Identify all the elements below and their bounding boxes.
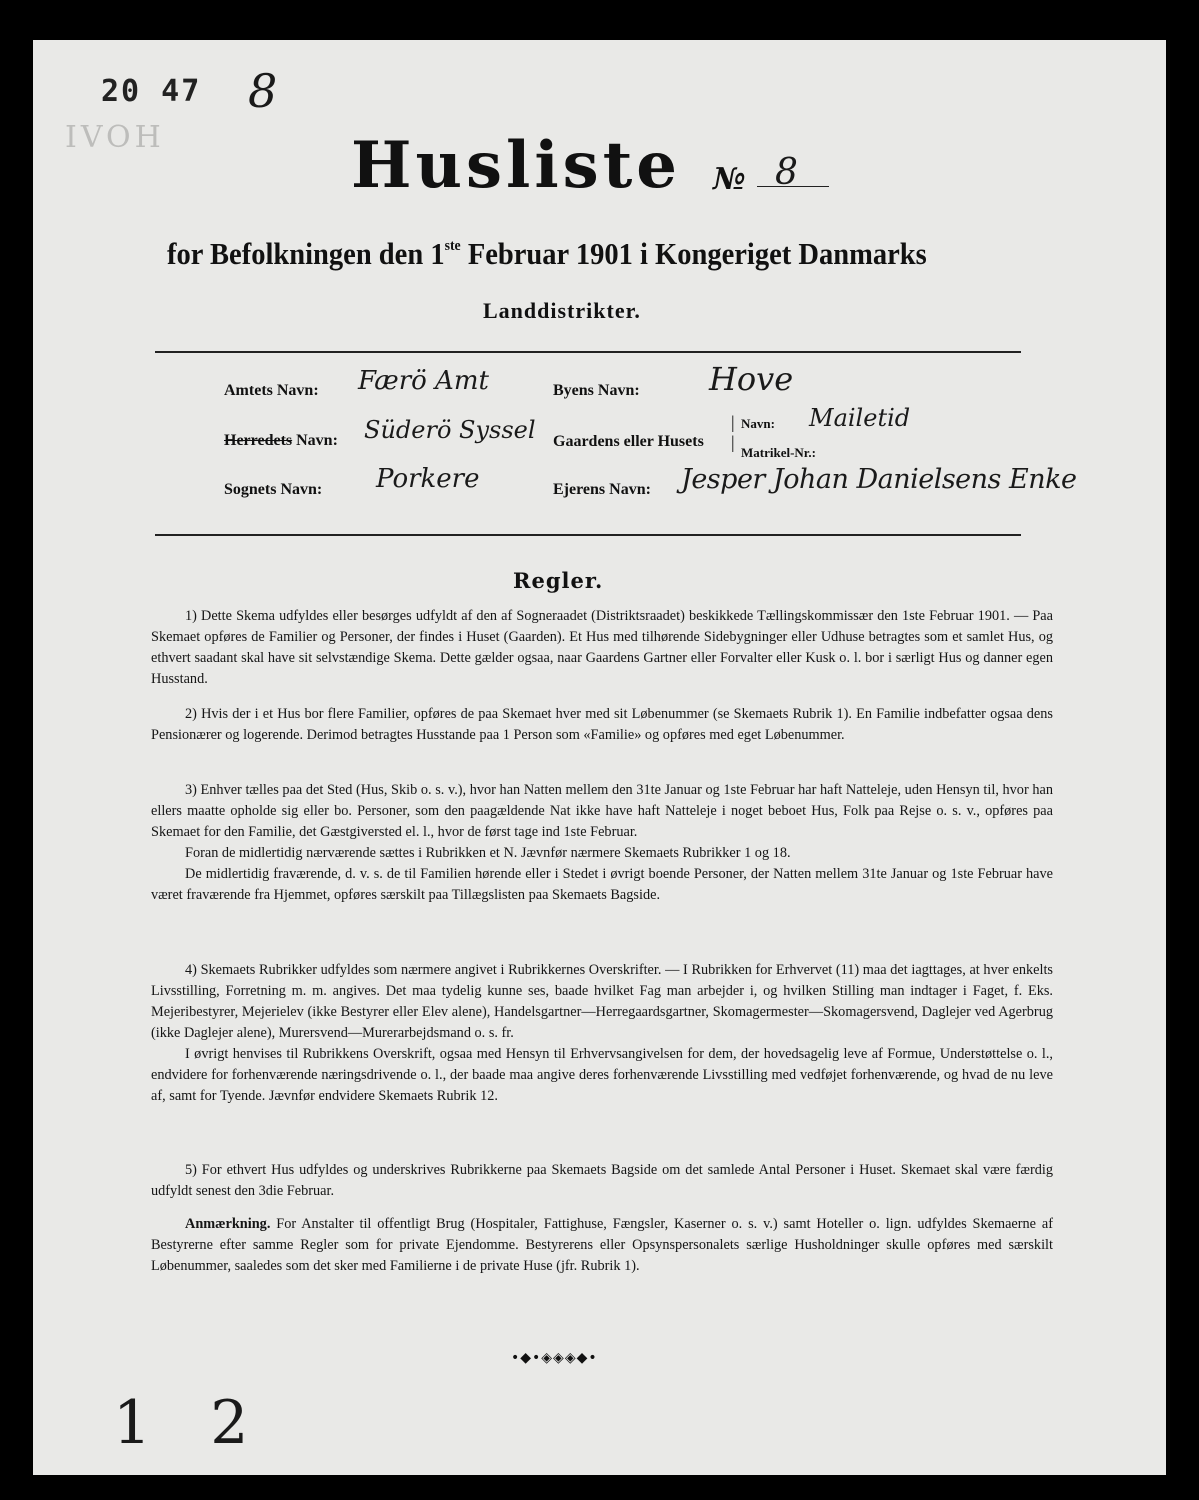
number-label: №: [713, 162, 746, 197]
herred-value: Süderö Syssel: [364, 416, 536, 444]
by-value: Hove: [709, 360, 794, 398]
ejer-value: Jesper Johan Danielsens Enke: [681, 464, 1077, 495]
by-label: Byens Navn:: [553, 382, 640, 399]
gaard-label: Gaardens eller Husets: [553, 433, 704, 450]
matrikel-label: Matrikel-Nr.:: [741, 445, 816, 460]
sogn-value: Porkere: [376, 464, 480, 494]
rules-heading: Regler.: [513, 568, 604, 593]
archive-handwritten-number: 8: [248, 64, 278, 118]
ejer-label: Ejerens Navn:: [553, 481, 651, 498]
gaard-navn-value: Mailetid: [809, 404, 911, 432]
herred-label: Herredets Navn:: [224, 432, 338, 449]
district-type: Landdistrikter.: [483, 298, 641, 323]
brace: | |: [731, 412, 735, 452]
form-subtitle: for Befolkningen den 1ste Februar 1901 i Kongeriget Danmarks: [167, 236, 927, 271]
rule-3: 3) Enhver tælles paa det Sted (Hus, Skib o. s. v.), hvor han Natten mellem den 31te Januar og 1ste Februar har haft Natteleje, uden Hensyn til, hvor han ellers maatte opholde sig eller bo. Personer, som den paagældende Nat ikke have haft Natteleje i noget beboet Hus, Folk paa Rejse o. s. v., opføres paa Skemaet for den Familie, det Gæstgiversted el. l., hvor de først tage ind 1ste Februar. Foran de midlertidig nærværende sættes i Rubrikken et N. Jævnfør nærmere Skemaets Rubrikker 1 og 18. De midlertidig fraværende, d. v. s. de til Familien hørende eller i Stedet i øvrigt boende Personer, der Natten mellem 31te Januar og 1ste Februar have været fraværende fra Hjemmet, opføres særskilt paa Tillægslisten paa Skemaets Bagside.: [151, 782, 1053, 903]
rule-5: 5) For ethvert Hus udfyldes og underskrives Rubrikkerne paa Skemaets Bagside om det samlede Antal Personer i Huset. Skemaet skal være færdig udfyldt senest den 3die Februar.: [151, 1162, 1053, 1199]
note-label: Anmærkning.: [185, 1216, 271, 1232]
rule-note: [151, 1214, 1053, 1277]
rule-2: 2) Hvis der i et Hus bor flere Familier, opføres de paa Skemaet hver med sit Løbenummer (se Skemaets Rubrik 1). En Familie indbefatter ogsaa dens Pensionærer og logerende. Derimod betragtes Husstande paa 1 Person som «Familie» og opføres med eget Løbenummer.: [151, 706, 1053, 743]
census-form-page: [33, 40, 1166, 1475]
amt-label: Amtets Navn:: [224, 382, 319, 399]
gaard-navn-label: Navn:: [741, 416, 775, 431]
amt-value: Færö Amt: [358, 366, 489, 396]
bleedthrough-text: IVOH: [65, 120, 165, 155]
page-numbers: 1 2: [113, 1388, 249, 1458]
rule-1: 1) Dette Skema udfyldes eller besørges udfyldt af den af Sogneraadet (Distriktsraadet) beskikkede Tællingskommissær den 1ste Februar 1901. — Paa Skemaet opføres de Familier og Personer, der findes i Huset (Gaarden). Et Hus med tilhørende Sidebygninger eller Udhuse betragtes som et samlet Hus, og ethvert saadant skal have sit selvstændige Skema. Dette gælder ogsaa, naar Gaardens Gartner eller Forvalter eller Kusk o. l. bor i særligt Hus og danner egen Husstand.: [151, 608, 1053, 687]
top-divider: [155, 351, 1021, 353]
rule-4: 4) Skemaets Rubrikker udfyldes som nærmere angivet i Rubrikkernes Overskrifter. — I Rubrikken for Erhvervet (11) maa det iagttages, at hver enkelts Livsstilling, Forretning m. m. angives. Det maa tydelig kunne ses, baade hvilket Fag man arbejder i, og hvilken Stilling man indtager i Faget, f. Eks. Mejeribestyrer, Mejerielev (ikke Bestyrer eller Elev alene), Handelsgartner—Herregaardsgartner, Skomagermester—Skomagersvend, Daglejer ved Agerbrug (ikke Daglejer alene), Murersvend—Murerarbejdsmand o. s. fr. I øvrigt henvises til Rubrikkens Overskrift, ogsaa med Hensyn til Erhvervsangivelsen for dem, der hovedsagelig leve af Formue, Understøttelse o. l., endvidere for forhenværende næringsdrivende o. l., der baade maa angive deres forhenværende Livsstilling med vedføjet forhenværende, og hvad de nu leve af, samt for Tyende. Jævnfør endvidere Skemaets Rubrik 12.: [151, 962, 1053, 1104]
house-number: 8: [775, 152, 798, 193]
sogn-label: Sognets Navn:: [224, 481, 323, 498]
form-title: Husliste: [351, 128, 681, 203]
fields-divider: [155, 534, 1021, 536]
number-underline: [757, 186, 829, 187]
note-text: For Anstalter til offentligt Brug (Hospitaler, Fattighuse, Fængsler, Kaserner o. s. v.) samt Hoteller o. lign. udfyldes Skemaerne af Bestyrerne efter samme Regler som for private Ejendomme. Bestyrerens eller Opsynspersonalets særlige Husholdninger skulle opføres med særskilt Løbenummer, saaledes som det sker med Familierne i de private Huse (jfr. Rubrik 1).: [151, 1216, 1053, 1274]
footer-ornament: •◆•◈◈◈◆•: [511, 1350, 598, 1366]
archive-stamp-number: 20 47: [101, 74, 202, 109]
